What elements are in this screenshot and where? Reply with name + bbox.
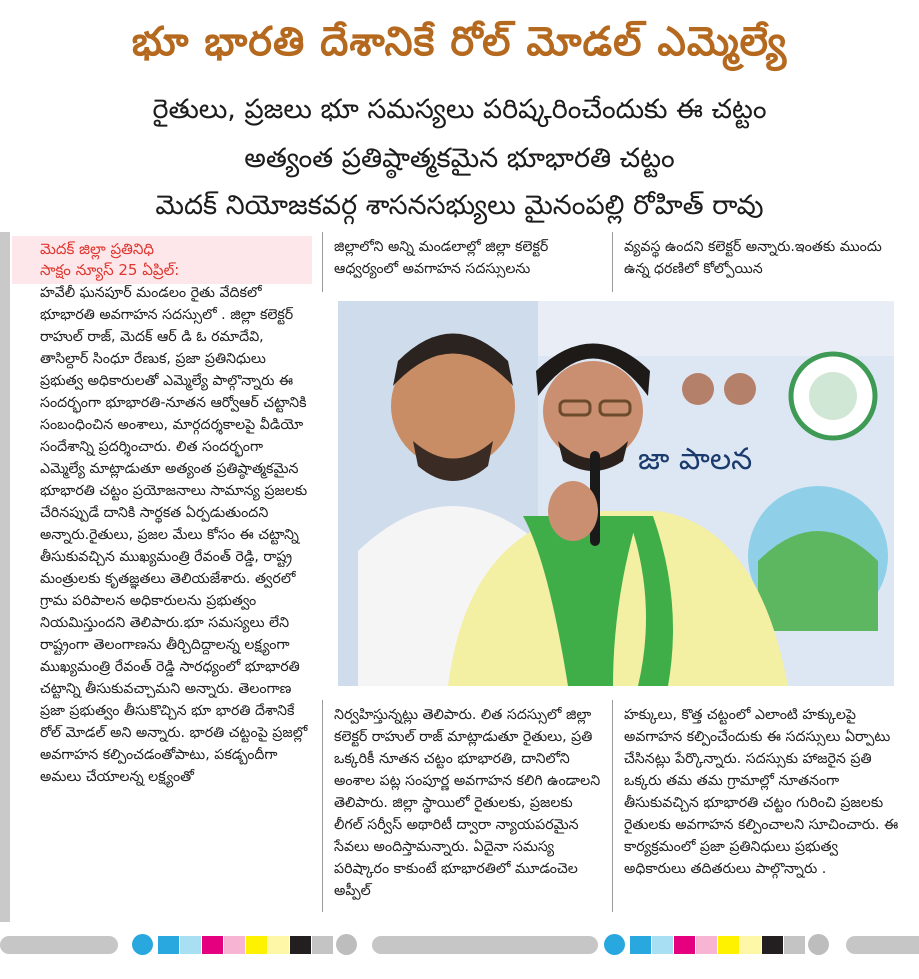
photo-illustration xyxy=(338,301,894,686)
article-column-2-bottom xyxy=(334,704,604,914)
registration-swatch xyxy=(784,936,805,954)
subheadline-1: రైతులు, ప్రజలు భూ సమస్యలు పరిష్కరించేందుకు ఈ చట్టం xyxy=(152,94,767,125)
column-1-text: హవేలీ ఘనపూర్ మండలం రైతు వేదికలో భూభారతి అవగాహన సదస్సులో . జిల్లా కలెక్టర్ రాహుల్ రాజ్, మెదక్ ఆర్ డి ఓ రమాదేవి, తాసిల్దార్ సింధూ రేణుక, ప్రజా ప్రతినిధులు ప్రభుత్వ అధికారులతో ఎమ్మెల్యే పాల్గొన్నారు ఈ సందర్భంగా భూభారతి-నూతన ఆర్వోఆర్ చట్టానికి సంబంధించిన అంశాలు, మార్గదర్శకాలపై వీడియో సందేశాన్ని ప్రదర్శించారు. లిత సందర్భంగా ఎమ్మెల్యే మాట్లాడుతూ అత్యంత ప్రతిష్ఠాత్మకమైన భూభారతి చట్టం ప్రయోజనాలు సామాన్య ప్రజలకు చేరినప్పుడే దానికి సార్థకత ఏర్పడుతుందని అన్నారు.రైతులు, ప్రజల మేలు కోసం ఈ చట్టాన్ని తీసుకువచ్చిన ముఖ్యమంత్రి రేవంత్ రెడ్డి, రాష్ట్ర మంత్రులకు కృతజ్ఞతలు తెలియజేశారు. త్వరలో గ్రామ పరిపాలన అధికారులను ప్రభుత్వం నియమిస్తుందని తెలిపారు.భూ సమస్యలు లేని రాష్ట్రంగా తెలంగాణను తీర్చిదిద్దాలన్న లక్ష్యంగా ముఖ్యమంత్రి రేవంత్ రెడ్డి సారధ్యంలో భూభారతి చట్టాన్ని తీసుకువచ్చామని అన్నారు. తెలంగాణ ప్రజా ప్రభుత్వం తీసుకొచ్చిన భూ భారతి దేశానికే రోల్ మోడల్ అని అన్నారు. భారతి చట్టంపై ప్రజల్లో అవగాహన కల్పించడంతోపాటు, పకడ్బందీగా అమలు చేయాలన్న లక్ష్యంతో xyxy=(40,285,308,785)
article-column-3-bottom xyxy=(624,704,899,914)
registration-circle xyxy=(808,934,829,955)
registration-gray-bar xyxy=(846,936,919,954)
registration-circle xyxy=(336,934,357,955)
registration-swatch xyxy=(674,936,695,954)
article-column-1 xyxy=(40,282,310,912)
column-3-top-text: వ్యవస్థ ఉందని కలెక్టర్ అన్నారు.ఇంతకు ముందు ఉన్న ధరణిలో కోల్పోయిన xyxy=(624,239,882,277)
registration-swatch xyxy=(740,936,761,954)
article-column-2-top xyxy=(334,236,604,286)
registration-swatch xyxy=(246,936,267,954)
column-divider xyxy=(322,700,323,912)
registration-circle xyxy=(132,934,153,955)
registration-swatch xyxy=(224,936,245,954)
dateline xyxy=(12,236,312,284)
registration-circle xyxy=(604,934,625,955)
registration-swatch xyxy=(290,936,311,954)
registration-swatch xyxy=(630,936,651,954)
subheadline-3: మెదక్ నియోజకవర్గ శాసనసభ్యులు మైనంపల్లి రోహిత్ రావు xyxy=(155,190,764,221)
dateline-reporter: మెదక్ జిల్లా ప్రతినిధి xyxy=(40,240,155,258)
registration-swatch xyxy=(652,936,673,954)
registration-swatch xyxy=(762,936,783,954)
article-column-3-top xyxy=(624,236,894,286)
registration-swatch xyxy=(268,936,289,954)
column-divider xyxy=(612,700,613,912)
column-3-bottom-text: హక్కులు, కొత్త చట్టంలో ఎలాంటి హక్కులపై అవగాహన కల్పించేందుకు ఈ సదస్సులు ఏర్పాటు చేసినట్లు పేర్కొన్నారు. సదస్సుకు హాజరైన ప్రతి ఒక్కరు తమ తమ గ్రామాల్లో నూతనంగా తీసుకువచ్చిన భూభారతి చట్టం గురించి ప్రజలకు రైతులకు అవగాహన కల్పించాలని సూచించారు. ఈ కార్యక్రమంలో ప్రజా ప్రతినిధులు ప్రభుత్వ అధికారులు తదితరులు పాల్గొన్నారు . xyxy=(624,707,899,877)
dateline-date: సాక్షం న్యూస్ 25 ఏప్రిల్: xyxy=(40,261,180,279)
subheadline-2: అత్యంత ప్రతిష్ఠాత్మకమైన భూభారతి చట్టం xyxy=(244,143,675,174)
registration-gray-bar xyxy=(0,936,118,954)
column-divider xyxy=(612,232,613,292)
column-2-bottom-text: నిర్వహిస్తున్నట్లు తెలిపారు. లిత సదస్సులో జిల్లా కలెక్టర్ రాహుల్ రాజ్ మాట్లాడుతూ రైతులు, ప్రతి ఒక్కరికీ నూతన చట్టం భూభారతి, దానిలోని అంశాల పట్ల సంపూర్ణ అవగాహన కలిగి ఉండాలని తెలిపారు. జిల్లా స్థాయిలో రైతులకు, ప్రజలకు లీగల్ సర్వీస్ అథారిటీ ద్వారా న్యాయపరమైన సేవలు అందిస్తామన్నారు. ఏదైనా సమస్య పరిష్కారం కాకుంటే భూభారతిలో మూడంచెల అప్పీల్ xyxy=(334,707,601,899)
registration-swatch xyxy=(312,936,333,954)
registration-swatch xyxy=(180,936,201,954)
color-registration-bar xyxy=(0,930,919,960)
column-divider xyxy=(322,232,323,292)
news-photo xyxy=(338,301,894,686)
registration-swatch xyxy=(718,936,739,954)
registration-swatch xyxy=(696,936,717,954)
left-margin-bar xyxy=(0,232,10,922)
registration-gray-bar xyxy=(372,936,598,954)
registration-swatch xyxy=(202,936,223,954)
column-2-top-text: జిల్లాలోని అన్ని మండలాల్లో జిల్లా కలెక్టర్ ఆధ్వర్యంలో అవగాహన సదస్సులను xyxy=(334,239,549,277)
headline: భూ భారతి దేశానికే రోల్ మోడల్ ఎమ్మెల్యే xyxy=(131,19,788,65)
banner-text: జా పాలన xyxy=(638,442,753,477)
registration-swatch xyxy=(158,936,179,954)
